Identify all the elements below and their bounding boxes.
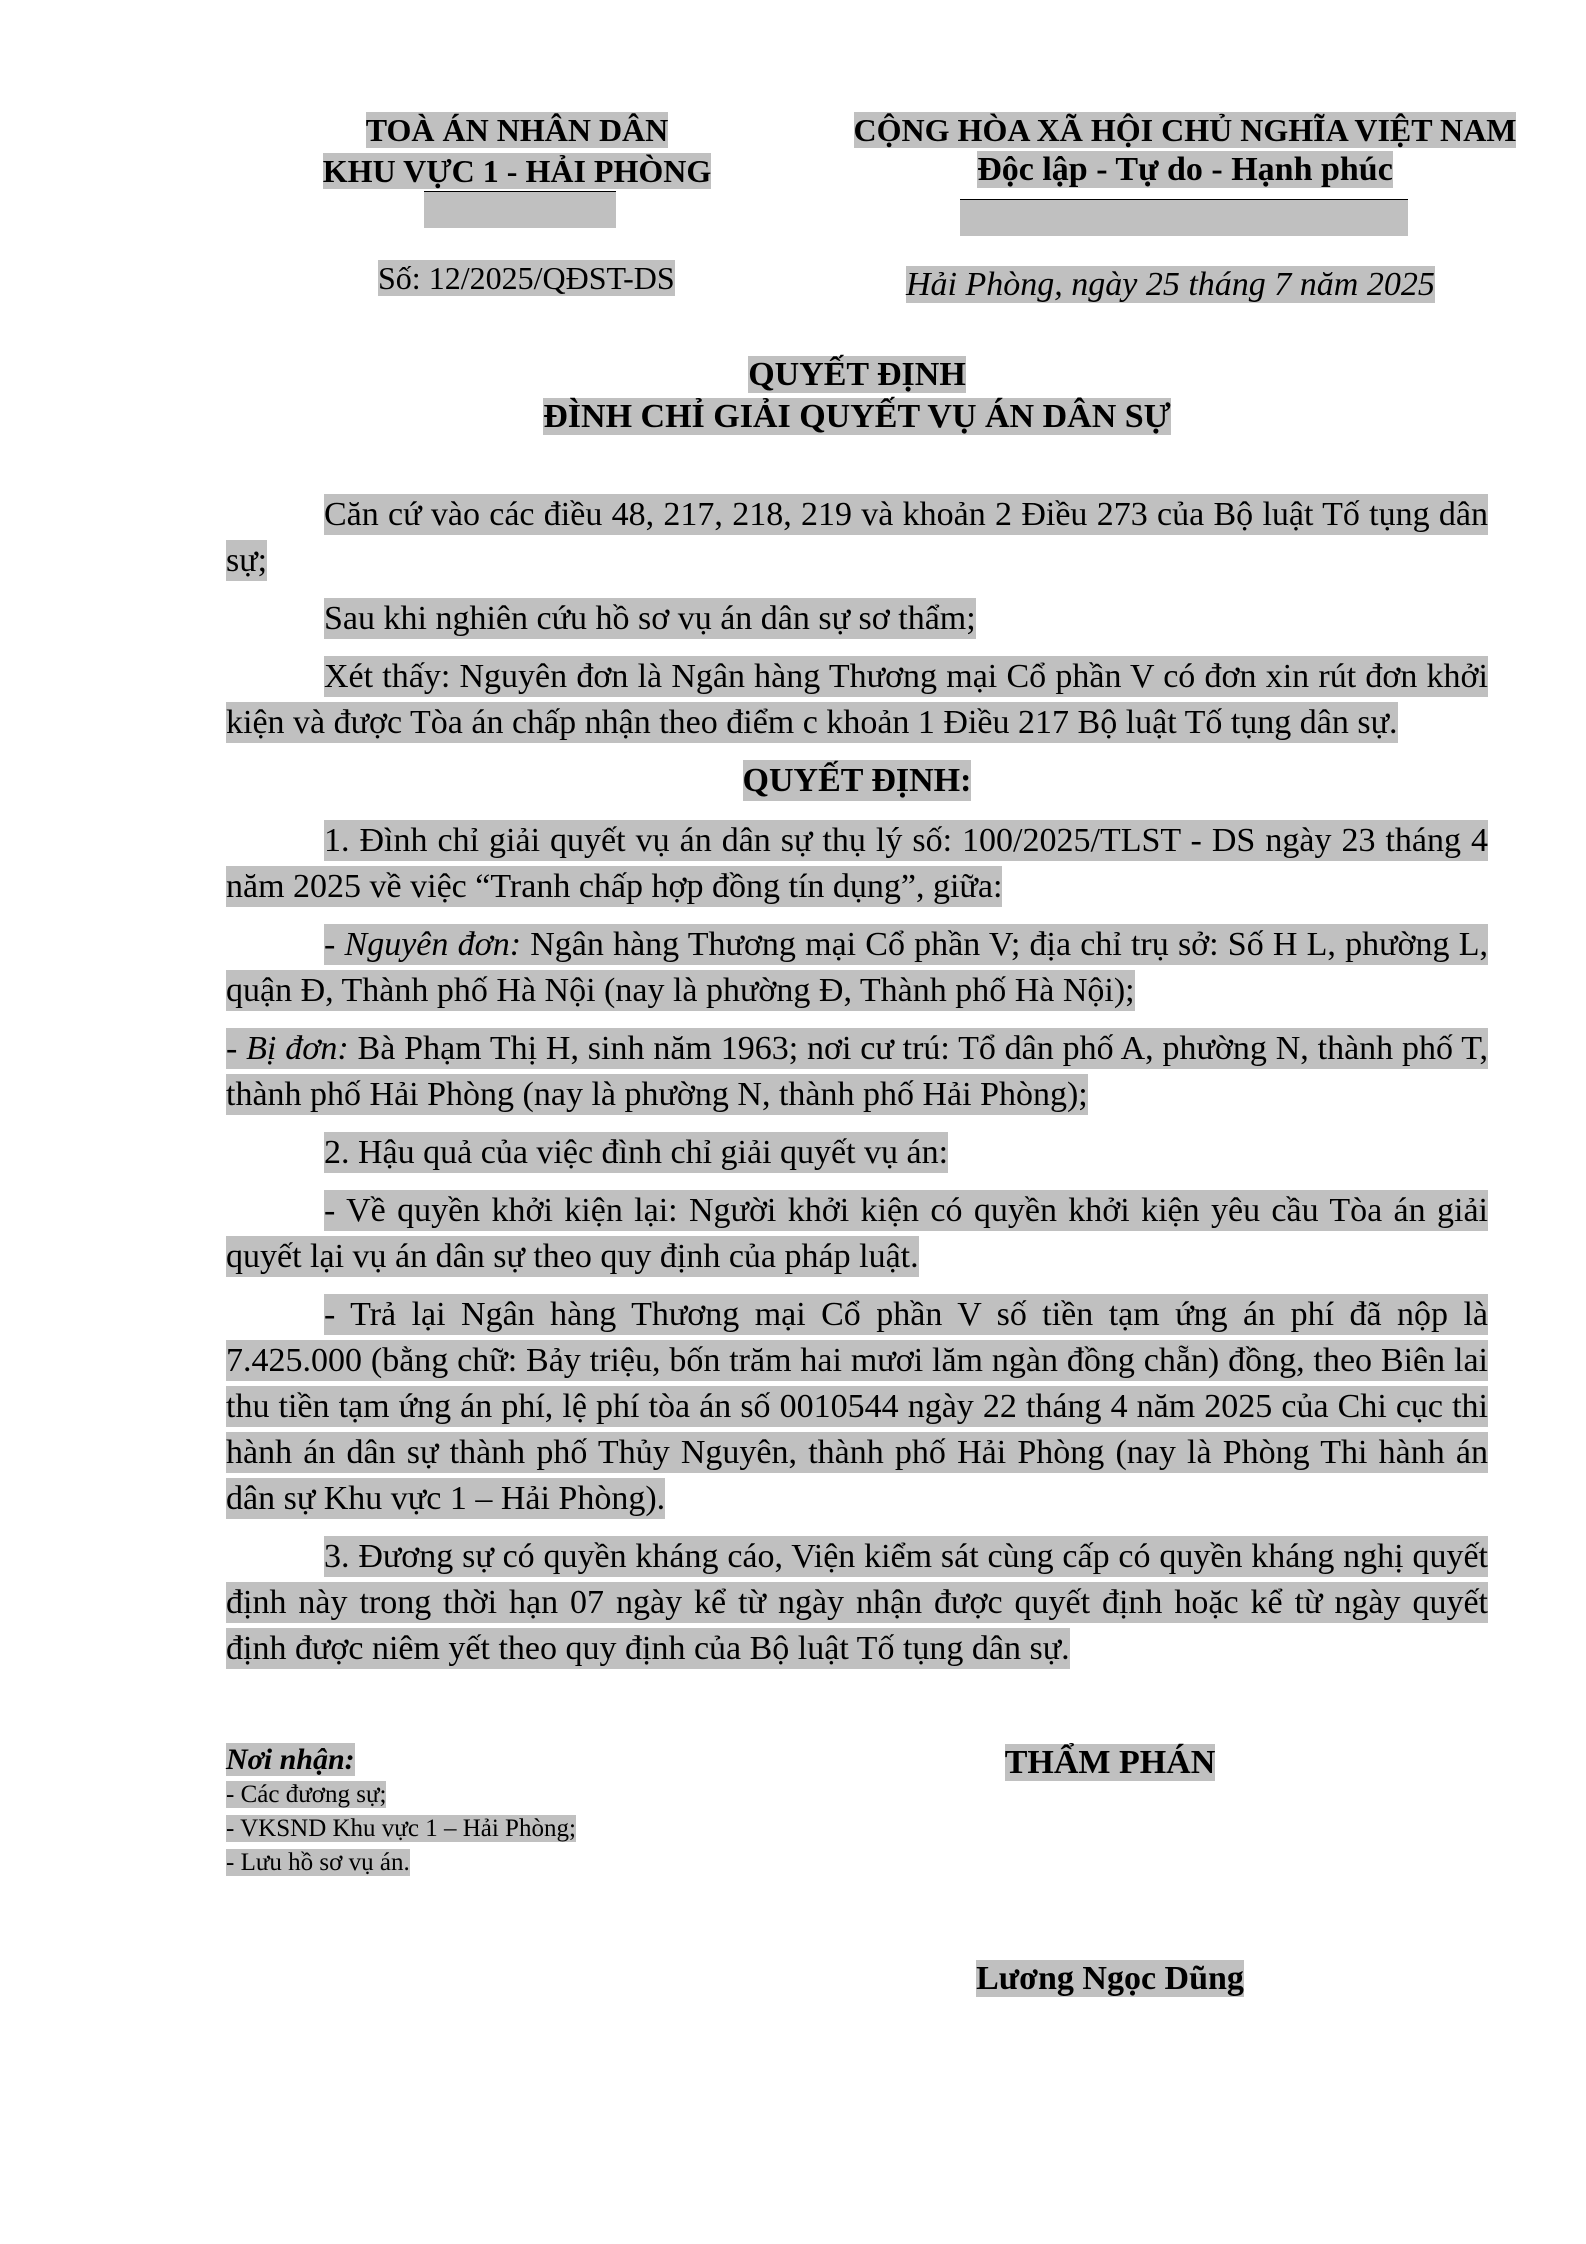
court-name-line2: KHU VỰC 1 - HẢI PHÒNG bbox=[322, 153, 712, 189]
court-name-underline-block bbox=[424, 192, 616, 228]
decision-item-3 bbox=[226, 1534, 1488, 1672]
decision-item-2-text: 2. Hậu quả của việc đình chỉ giải quyết vụ án: bbox=[324, 1134, 949, 1171]
paragraph-legal-basis-text: Căn cứ vào các điều 48, 217, 218, 219 và khoản 2 Điều 273 của Bộ luật Tố tụng dân sự; bbox=[226, 496, 1488, 579]
recipient-item: - VKSND Khu vực 1 – Hải Phòng; bbox=[226, 1815, 576, 1842]
national-motto: Độc lập - Tự do - Hạnh phúc bbox=[977, 151, 1393, 188]
recipient-item: - Lưu hồ sơ vụ án. bbox=[226, 1849, 410, 1876]
document-number-text: Số: 12/2025/QĐST-DS bbox=[378, 260, 675, 296]
paragraph-review bbox=[226, 596, 1488, 642]
decision-item-2 bbox=[226, 1130, 1488, 1176]
plaintiff-label: - Nguyên đơn: bbox=[324, 926, 522, 963]
court-name bbox=[322, 112, 712, 190]
motto-underline-block bbox=[960, 200, 1408, 236]
court-name-underline bbox=[424, 191, 616, 192]
recipient-item: - Các đương sự; bbox=[226, 1781, 387, 1808]
recipients-label: Nơi nhận: bbox=[226, 1743, 355, 1776]
paragraph-considering bbox=[226, 654, 1488, 746]
decision-heading-text: QUYẾT ĐỊNH: bbox=[742, 762, 972, 799]
national-name: CỘNG HÒA XÃ HỘI CHỦ NGHĨA VIỆT NAM bbox=[853, 112, 1517, 148]
decision-item-1 bbox=[226, 818, 1488, 910]
defendant-paragraph bbox=[226, 1026, 1488, 1118]
document-body bbox=[226, 492, 1488, 1684]
paragraph-legal-basis bbox=[226, 492, 1488, 584]
title-line2: ĐÌNH CHỈ GIẢI QUYẾT VỤ ÁN DÂN SỰ bbox=[543, 398, 1171, 435]
court-name-line1: TOÀ ÁN NHÂN DÂN bbox=[365, 112, 669, 148]
document-title bbox=[226, 356, 1488, 436]
plaintiff-paragraph bbox=[226, 922, 1488, 1014]
defendant-label: - Bị đơn: bbox=[226, 1030, 349, 1067]
signature-title-text: THẨM PHÁN bbox=[1004, 1744, 1216, 1781]
national-header bbox=[840, 112, 1530, 189]
paragraph-considering-text: Xét thấy: Nguyên đơn là Ngân hàng Thương mại Cổ phần V có đơn xin rút đơn khởi kiện và được Tòa án chấp nhận theo điểm c khoản 1 Điều 217 Bộ luật Tố tụng dân sự. bbox=[226, 658, 1488, 741]
decision-item-2a-text: - Về quyền khởi kiện lại: Người khởi kiện có quyền khởi kiện yêu cầu Tòa án giải quyết lại vụ án dân sự theo quy định của pháp luật. bbox=[226, 1192, 1488, 1275]
defendant-text: Bà Phạm Thị H, sinh năm 1963; nơi cư trú: Tổ dân phố A, phường N, thành phố T, thành phố Hải Phòng (nay là phường N, thành phố Hải Phòng); bbox=[226, 1030, 1488, 1113]
signer-name bbox=[900, 1960, 1320, 1998]
signer-name-text: Lương Ngọc Dũng bbox=[976, 1960, 1244, 1997]
decision-item-2b bbox=[226, 1292, 1488, 1522]
decision-item-1-text: 1. Đình chỉ giải quyết vụ án dân sự thụ lý số: 100/2025/TLST - DS ngày 23 tháng 4 năm 2025 về việc “Tranh chấp hợp đồng tín dụng”, giữa: bbox=[226, 822, 1488, 905]
motto-underline bbox=[960, 199, 1408, 200]
plaintiff-text: Ngân hàng Thương mại Cổ phần V; địa chỉ trụ sở: Số H L, phường L, quận Đ, Thành phố Hà Nội (nay là phường Đ, Thành phố Hà Nội); bbox=[226, 926, 1488, 1009]
recipients-block bbox=[226, 1742, 576, 1880]
decision-heading bbox=[226, 758, 1488, 804]
paragraph-review-text: Sau khi nghiên cứu hồ sơ vụ án dân sự sơ thẩm; bbox=[324, 600, 976, 637]
decision-item-3-text: 3. Đương sự có quyền kháng cáo, Viện kiểm sát cùng cấp có quyền kháng nghị quyết định này trong thời hạn 07 ngày kể từ ngày nhận được quyết định hoặc kể từ ngày quyết định được niêm yết theo quy định của Bộ luật Tố tụng dân sự. bbox=[226, 1538, 1488, 1667]
document-number bbox=[378, 260, 675, 297]
decision-item-2b-text: - Trả lại Ngân hàng Thương mại Cổ phần V số tiền tạm ứng án phí đã nộp là 7.425.000 (bằng chữ: Bảy triệu, bốn trăm hai mươi lăm ngàn đồng chẵn) đồng, theo Biên lai thu tiền tạm ứng án phí, lệ phí tòa án số 0010544 ngày 22 tháng 4 năm 2025 của Chi cục thi hành án dân sự thành phố Thủy Nguyên, thành phố Hải Phòng (nay là Phòng Thi hành án dân sự Khu vực 1 – Hải Phòng). bbox=[226, 1296, 1488, 1517]
document-date bbox=[906, 266, 1435, 304]
signature-title bbox=[900, 1744, 1320, 1782]
document-date-text: Hải Phòng, ngày 25 tháng 7 năm 2025 bbox=[906, 266, 1435, 303]
title-line1: QUYẾT ĐỊNH bbox=[748, 356, 966, 393]
decision-item-2a bbox=[226, 1188, 1488, 1280]
